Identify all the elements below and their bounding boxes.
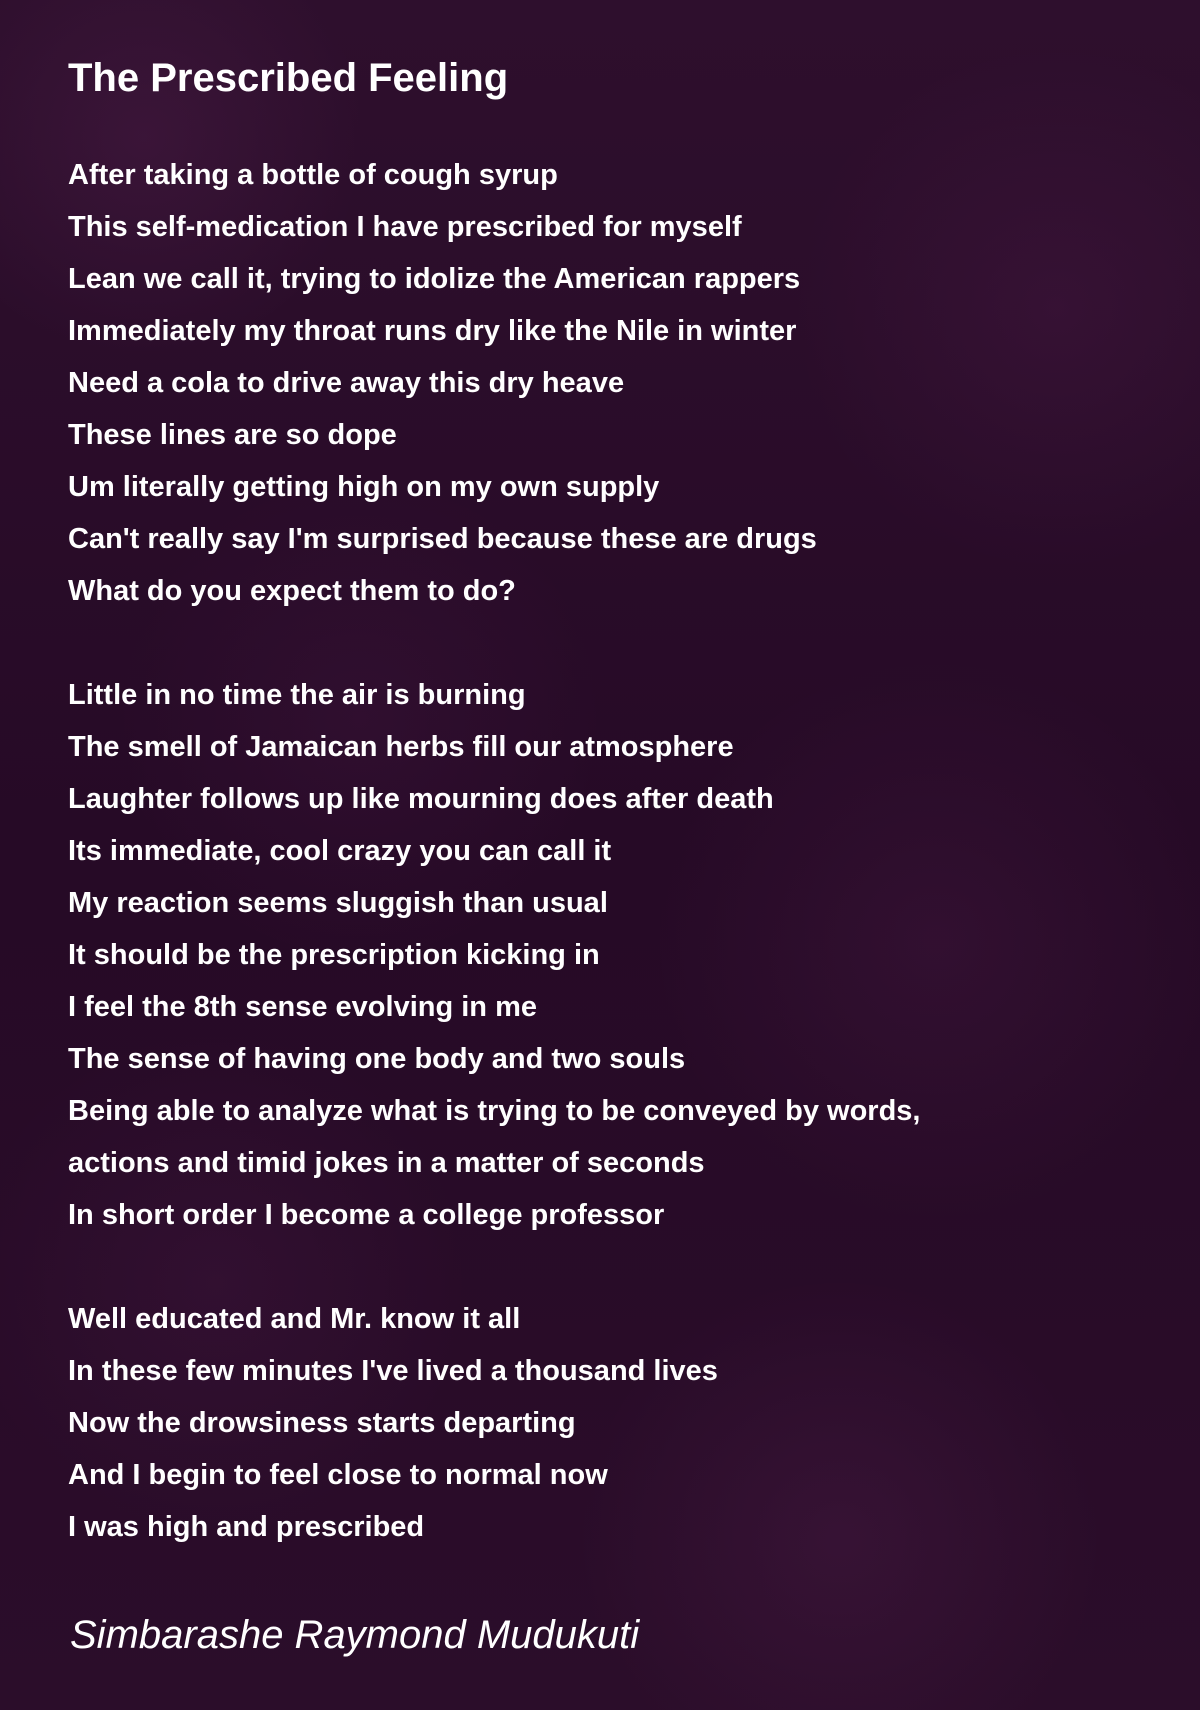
poem-line: Immediately my throat runs dry like the Nile in winter (68, 315, 797, 347)
poem-line: In these few minutes I've lived a thousand lives (68, 1355, 718, 1387)
poem-line: Its immediate, cool crazy you can call it (68, 835, 612, 867)
poem-line: I feel the 8th sense evolving in me (68, 991, 537, 1023)
stanza-2 (68, 669, 920, 1241)
poem-line: It should be the prescription kicking in (68, 939, 600, 971)
poem-line: In short order I become a college professor (68, 1199, 665, 1231)
poem-author: Simbarashe Raymond Mudukuti (70, 1613, 640, 1657)
poem-line: This self-medication I have prescribed for myself (68, 211, 742, 243)
poem-line: These lines are so dope (68, 419, 397, 451)
poem-line: Being able to analyze what is trying to be conveyed by words, (68, 1095, 921, 1127)
poem-line: Well educated and Mr. know it all (68, 1303, 521, 1335)
poem-title: The Prescribed Feeling (68, 56, 509, 100)
poem-line: actions and timid jokes in a matter of seconds (68, 1147, 705, 1179)
poem-line: After taking a bottle of cough syrup (68, 159, 558, 191)
poem-line: Um literally getting high on my own supply (68, 471, 660, 503)
poem-line: Laughter follows up like mourning does after death (68, 783, 774, 815)
poem-line: What do you expect them to do? (68, 575, 516, 607)
poem-line: And I begin to feel close to normal now (68, 1459, 608, 1491)
poem-line: Can't really say I'm surprised because these are drugs (68, 523, 817, 555)
poem-line: Little in no time the air is burning (68, 679, 526, 711)
stanza-1 (68, 149, 920, 617)
poem-line: My reaction seems sluggish than usual (68, 887, 608, 919)
poem-body (68, 149, 920, 1553)
poem-line: Lean we call it, trying to idolize the American rappers (68, 263, 801, 295)
poem-line: Need a cola to drive away this dry heave (68, 367, 625, 399)
poem-line: I was high and prescribed (68, 1511, 425, 1543)
poem-line: Now the drowsiness starts departing (68, 1407, 576, 1439)
poem-line: The smell of Jamaican herbs fill our atmosphere (68, 731, 734, 763)
poem-line: The sense of having one body and two souls (68, 1043, 686, 1075)
stanza-3 (68, 1293, 920, 1553)
